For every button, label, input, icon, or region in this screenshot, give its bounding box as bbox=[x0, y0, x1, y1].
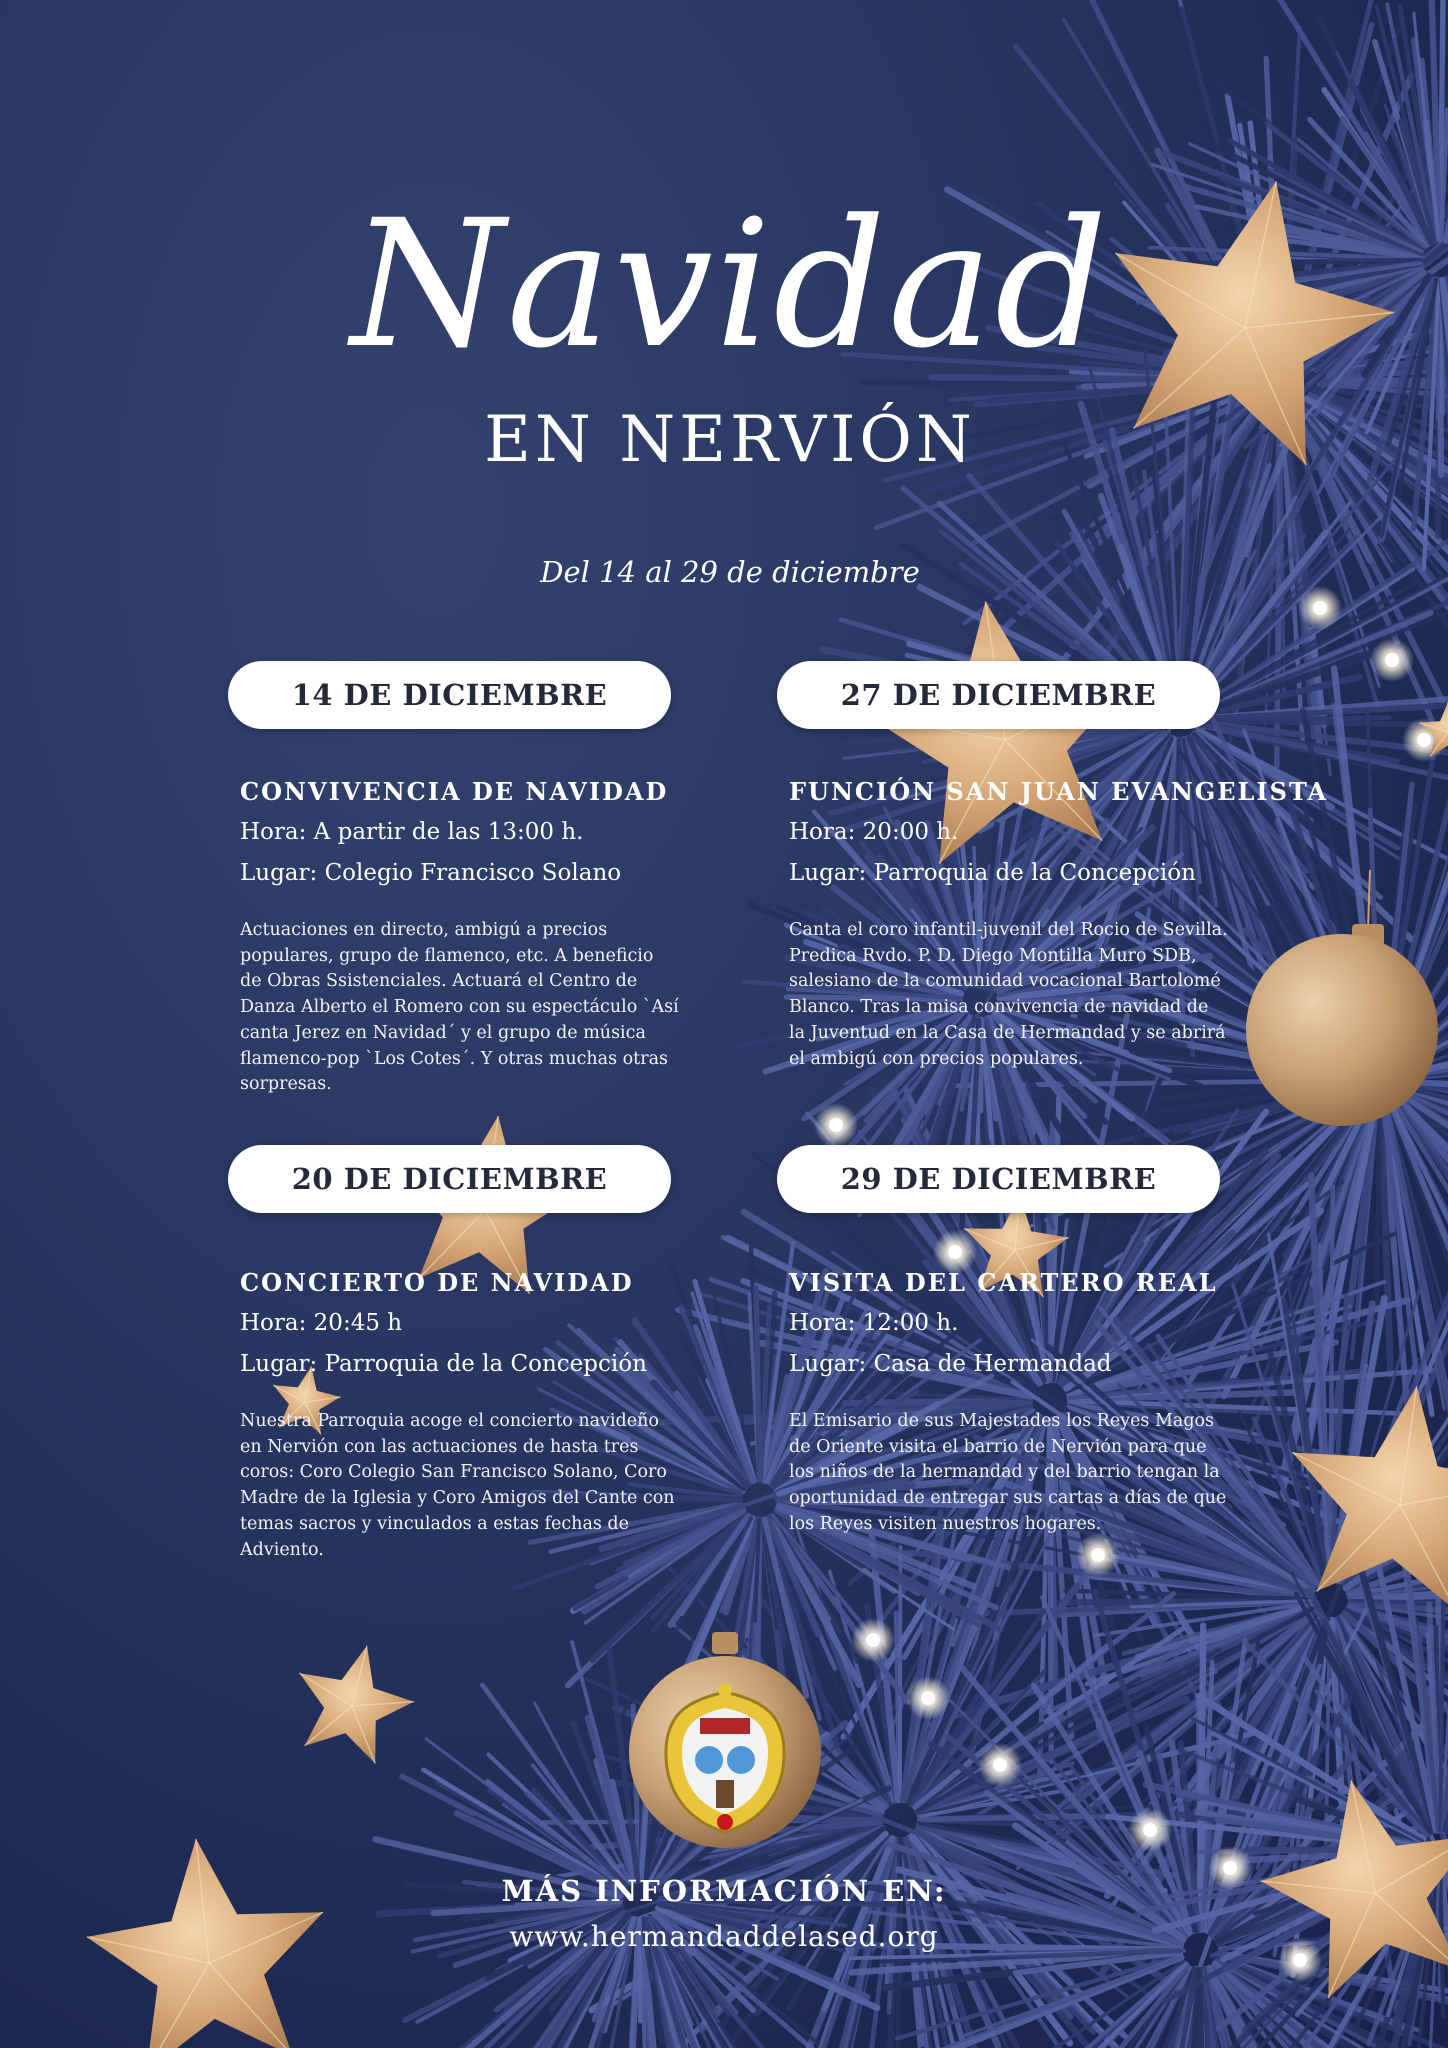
event-title: CONVIVENCIA DE NAVIDAD bbox=[240, 777, 669, 806]
event-place: Lugar: Casa de Hermandad bbox=[789, 1351, 1112, 1377]
event-time: Hora: A partir de las 13:00 h. bbox=[240, 819, 584, 845]
poster-title: Navidad bbox=[350, 182, 1110, 387]
string-light-icon bbox=[1223, 1861, 1237, 1875]
event-description: El Emisario de sus Majestades los Reyes Magos de Oriente visita el barrio de Nervión para que los niños de la hermandad y del barrio tengan la oportunidad de entregar sus cartas a días de que los Reyes visiten nuestros hogares. bbox=[789, 1411, 1227, 1534]
string-light-icon bbox=[866, 1633, 880, 1647]
string-light-icon bbox=[1143, 1823, 1157, 1837]
string-light-icon bbox=[948, 1245, 962, 1259]
event-card-cartero bbox=[789, 1266, 1329, 1538]
event-title: VISITA DEL CARTERO REAL bbox=[789, 1268, 1218, 1297]
event-description: Canta el coro infantil-juvenil del Rocio de Sevilla. Predica Rvdo. P. D. Diego Montilla Muro SDB, salesiano de la comunidad vocacional Bartolomé Blanco. Tras la misa convivencia de navidad de la Juventud en la Casa de Hermandad y se abrirá el ambigú con precios populares. bbox=[789, 920, 1228, 1069]
event-card-concierto bbox=[240, 1266, 780, 1563]
event-card-convivencia bbox=[240, 775, 780, 1098]
date-range: Del 14 al 29 de diciembre bbox=[540, 555, 920, 589]
event-title: FUNCIÓN SAN JUAN EVANGELISTA bbox=[789, 777, 1329, 806]
event-description: Nuestra Parroquia acoge el concierto navideño en Nervión con las actuaciones de hasta tres coros: Coro Colegio San Francisco Solano, Coro Madre de la Iglesia y Coro Amigos del Cante con temas sacros y vinculados a estas fechas de Adviento. bbox=[240, 1411, 675, 1560]
event-description: Actuaciones en directo, ambigú a precios populares, grupo de flamenco, etc. A beneficio de Obras Ssistenciales. Actuará el Centro de Danza Alberto el Romero con su espectáculo `Así canta Jerez en Navidad´ y el grupo de música flamenco-pop `Los Cotes´. Y otras muchas otras sorpresas. bbox=[240, 920, 679, 1095]
string-light-icon bbox=[1293, 1953, 1307, 1967]
date-pill-27-dec: 27 DE DICIEMBRE bbox=[777, 661, 1220, 729]
more-info-label: MÁS INFORMACIÓN EN: bbox=[501, 1874, 947, 1908]
string-light-icon bbox=[1385, 653, 1399, 667]
event-time: Hora: 12:00 h. bbox=[789, 1310, 959, 1336]
string-light-icon bbox=[993, 1758, 1007, 1772]
string-light-icon bbox=[1417, 733, 1431, 747]
string-light-icon bbox=[1091, 1548, 1105, 1562]
event-place: Lugar: Colegio Francisco Solano bbox=[240, 860, 622, 886]
event-place: Lugar: Parroquia de la Concepción bbox=[240, 1351, 647, 1377]
string-light-icon bbox=[1313, 601, 1327, 615]
string-light-icon bbox=[829, 1118, 843, 1132]
date-pill-20-dec: 20 DE DICIEMBRE bbox=[228, 1145, 671, 1213]
website-link[interactable]: www.hermandaddelased.org bbox=[509, 1920, 939, 1953]
event-place: Lugar: Parroquia de la Concepción bbox=[789, 860, 1196, 886]
star-icon bbox=[299, 1646, 413, 1764]
event-time: Hora: 20:00 h. bbox=[789, 819, 959, 845]
date-pill-29-dec: 29 DE DICIEMBRE bbox=[777, 1145, 1220, 1213]
event-card-funcion bbox=[789, 775, 1329, 1072]
star-icon bbox=[87, 1839, 324, 2048]
date-pill-14-dec: 14 DE DICIEMBRE bbox=[228, 661, 671, 729]
string-light-icon bbox=[921, 1691, 935, 1705]
event-title: CONCIERTO DE NAVIDAD bbox=[240, 1268, 634, 1297]
poster-subtitle: EN NERVIÓN bbox=[484, 403, 976, 477]
event-time: Hora: 20:45 h bbox=[240, 1310, 403, 1336]
